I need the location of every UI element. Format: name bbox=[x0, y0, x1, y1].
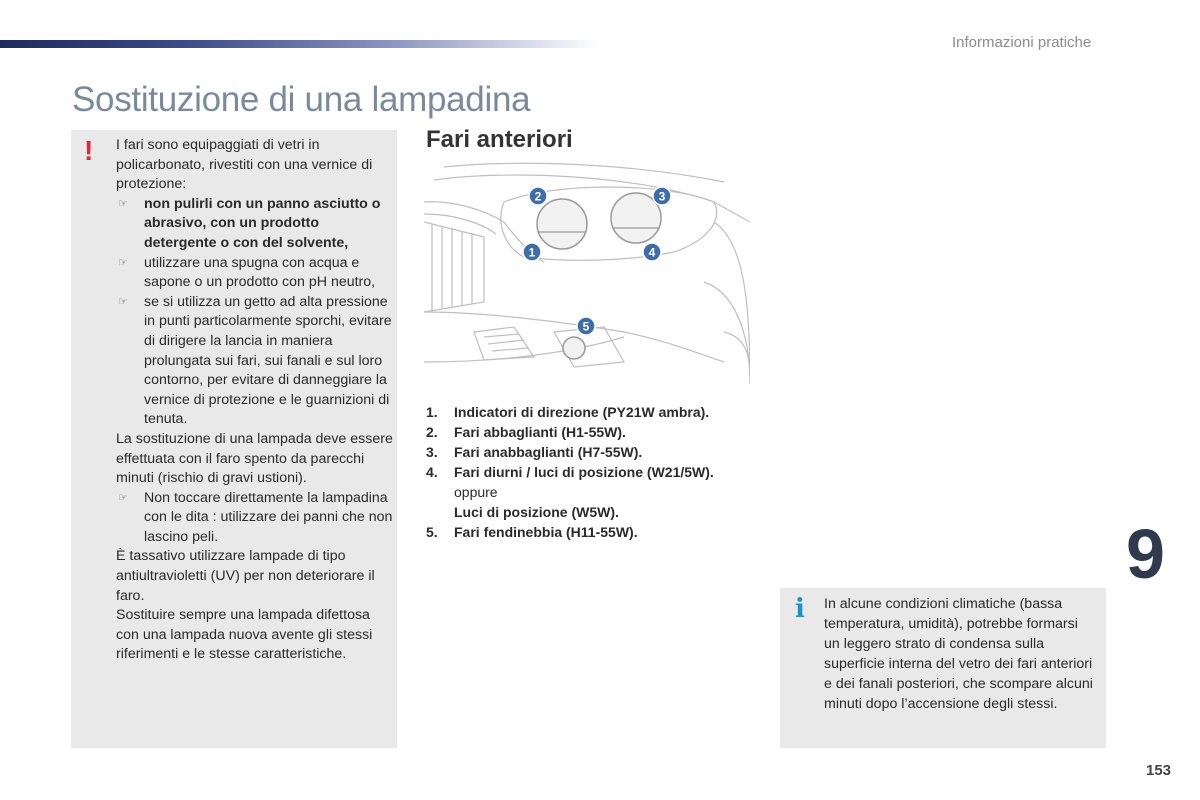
svg-text:4: 4 bbox=[648, 245, 656, 260]
bulb-legend bbox=[426, 402, 756, 542]
list-item: ☞ non pulirli con un panno asciutto o abrasivo, con un prodotto detergente o con del solvente, bbox=[118, 195, 381, 251]
hand-pointer-icon: ☞ bbox=[118, 197, 128, 210]
warning-paragraph: La sostituzione di una lampada deve essere effettuata con il faro spento da parecchi minuti (rischio di gravi ustioni). bbox=[116, 430, 393, 487]
chapter-number: 9 bbox=[1126, 515, 1165, 593]
warning-list-1 bbox=[116, 195, 394, 430]
section-title: Informazioni pratiche bbox=[952, 34, 1092, 51]
callout-3 bbox=[653, 187, 671, 205]
legend-item: 2. Fari abbaglianti (H1-55W). bbox=[426, 424, 626, 440]
legend-item: 4. Fari diurni / luci di posizione (W21/5W). oppure Luci di posizione (W5W). bbox=[426, 464, 714, 520]
exclamation-icon: ! bbox=[84, 135, 94, 166]
page-number: 153 bbox=[1146, 762, 1172, 779]
list-item: ☞ utilizzare una spugna con acqua e sapone o un prodotto con pH neutro, bbox=[118, 254, 376, 291]
svg-text:5: 5 bbox=[582, 319, 590, 334]
warning-intro: I fari sono equipaggiati di vetri in policarbonato, rivestiti con una vernice di protezione: bbox=[116, 137, 373, 193]
legend-item: 5. Fari fendinebbia (H11-55W). bbox=[426, 524, 638, 540]
svg-text:2: 2 bbox=[534, 189, 542, 204]
callout-4 bbox=[643, 243, 661, 261]
list-item: ☞ Non toccare direttamente la lampadina con le dita : utilizzare dei panni che non lascino peli. bbox=[118, 489, 393, 545]
warning-paragraph: È tassativo utilizzare lampade di tipo antiultravioletti (UV) per non deteriorare il faro. bbox=[116, 548, 375, 604]
callout-1 bbox=[523, 243, 541, 261]
header-color-bar bbox=[0, 40, 600, 48]
legend-item: 3. Fari anabbaglianti (H7-55W). bbox=[426, 444, 643, 460]
hand-pointer-icon: ☞ bbox=[118, 256, 128, 269]
car-front-drawing bbox=[424, 162, 750, 384]
hand-pointer-icon: ☞ bbox=[118, 295, 128, 308]
callout-5 bbox=[577, 317, 595, 335]
section-heading: Fari anteriori bbox=[426, 126, 573, 153]
callout-2 bbox=[529, 187, 547, 205]
headlight-illustration bbox=[424, 162, 750, 384]
list-item: ☞ se si utilizza un getto ad alta pressione in punti particolarmente sporchi, evitare di dirigere la lancia in maniera prolungata sui fari, sui fanali e sul loro contorno, per evitare di danneggiare la vernice di protezione e le guarnizioni di tenuta. bbox=[118, 293, 392, 428]
info-icon: i bbox=[795, 594, 805, 624]
warning-text bbox=[116, 136, 394, 665]
svg-text:1: 1 bbox=[528, 245, 536, 260]
legend-item: 1. Indicatori di direzione (PY21W ambra). bbox=[426, 404, 710, 420]
warning-paragraph: Sostituire sempre una lampada difettosa con una lampada nuova avente gli stessi riferimenti e le stesse caratteristiche. bbox=[116, 607, 373, 663]
hand-pointer-icon: ☞ bbox=[118, 491, 128, 504]
warning-list-2 bbox=[116, 489, 394, 548]
info-text: In alcune condizioni climatiche (bassa temperatura, umidità), potrebbe formarsi un leggero strato di condensa sulla superficie interna del vetro dei fari anteriori e dei fanali posteriori, che scompare alcuni minuti dopo l’accensione degli stessi. bbox=[824, 596, 1093, 712]
svg-text:3: 3 bbox=[658, 189, 666, 204]
page-title: Sostituzione di una lampadina bbox=[72, 80, 531, 119]
